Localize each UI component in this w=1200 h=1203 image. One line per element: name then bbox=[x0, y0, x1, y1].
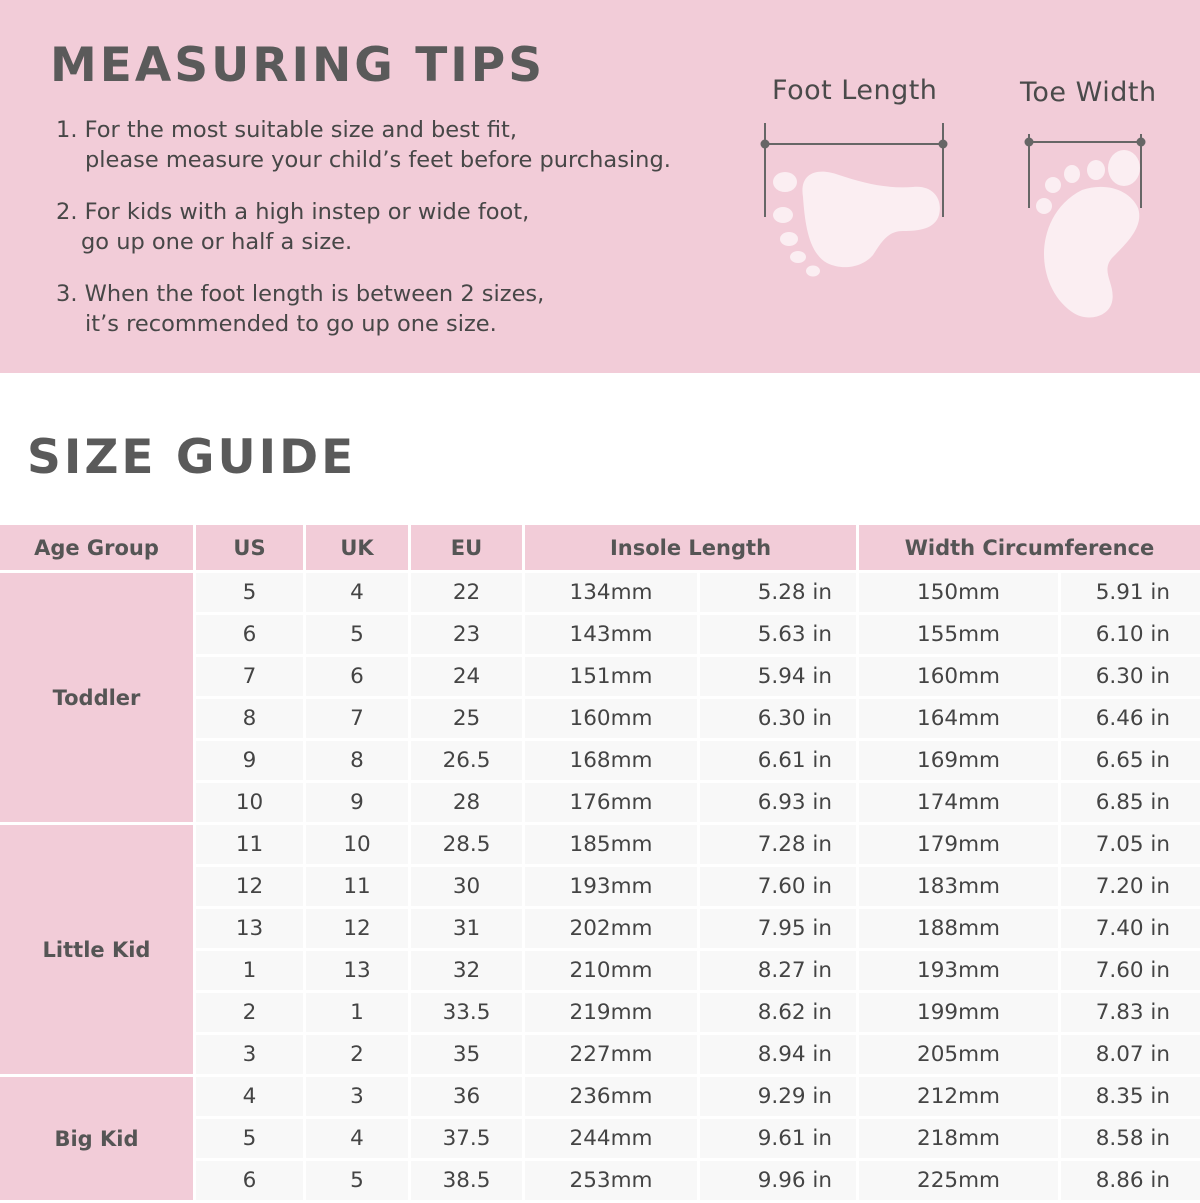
cell-insole-in: 9.61 in bbox=[700, 1119, 859, 1161]
tip-1 bbox=[56, 115, 671, 175]
side-footprint-icon bbox=[773, 172, 940, 277]
cell-uk: 8 bbox=[306, 741, 411, 783]
header-eu: EU bbox=[411, 525, 525, 573]
cell-insole-mm: 151mm bbox=[525, 657, 700, 699]
table-row bbox=[0, 825, 1200, 867]
cell-eu: 35 bbox=[411, 1035, 525, 1077]
cell-insole-in: 9.96 in bbox=[700, 1161, 859, 1203]
cell-insole-mm: 176mm bbox=[525, 783, 700, 825]
cell-eu: 26.5 bbox=[411, 741, 525, 783]
cell-width-mm: 169mm bbox=[859, 741, 1061, 783]
cell-width-mm: 193mm bbox=[859, 951, 1061, 993]
cell-us: 12 bbox=[196, 867, 306, 909]
tip-3-line-2: it’s recommended to go up one size. bbox=[85, 311, 497, 337]
cell-insole-mm: 219mm bbox=[525, 993, 700, 1035]
table-row bbox=[0, 1077, 1200, 1119]
cell-insole-mm: 185mm bbox=[525, 825, 700, 867]
cell-insole-in: 7.95 in bbox=[700, 909, 859, 951]
tip-3 bbox=[56, 279, 544, 339]
cell-width-in: 7.20 in bbox=[1061, 867, 1200, 909]
cell-eu: 31 bbox=[411, 909, 525, 951]
cell-us: 10 bbox=[196, 783, 306, 825]
cell-insole-mm: 160mm bbox=[525, 699, 700, 741]
size-guide-title: SIZE GUIDE bbox=[27, 430, 357, 485]
cell-width-in: 7.40 in bbox=[1061, 909, 1200, 951]
cell-eu: 32 bbox=[411, 951, 525, 993]
table-row bbox=[0, 573, 1200, 615]
cell-width-mm: 205mm bbox=[859, 1035, 1061, 1077]
cell-us: 7 bbox=[196, 657, 306, 699]
tip-3-line-1: 3. When the foot length is between 2 sizes, bbox=[56, 281, 545, 307]
measuring-tips-title: MEASURING TIPS bbox=[50, 38, 546, 93]
cell-insole-in: 9.29 in bbox=[700, 1077, 859, 1119]
top-footprint-icon bbox=[1036, 150, 1140, 317]
cell-width-in: 5.91 in bbox=[1061, 573, 1200, 615]
cell-us: 3 bbox=[196, 1035, 306, 1077]
cell-insole-in: 8.62 in bbox=[700, 993, 859, 1035]
cell-insole-mm: 134mm bbox=[525, 573, 700, 615]
cell-width-mm: 188mm bbox=[859, 909, 1061, 951]
table-header-row bbox=[0, 525, 1200, 573]
cell-uk: 4 bbox=[306, 1119, 411, 1161]
toe-width-illustration bbox=[1020, 128, 1150, 326]
header-width-circumference: Width Circumference bbox=[859, 525, 1200, 573]
cell-us: 6 bbox=[196, 615, 306, 657]
cell-width-in: 6.65 in bbox=[1061, 741, 1200, 783]
cell-eu: 36 bbox=[411, 1077, 525, 1119]
cell-insole-mm: 253mm bbox=[525, 1161, 700, 1203]
cell-width-in: 8.07 in bbox=[1061, 1035, 1200, 1077]
cell-insole-in: 6.93 in bbox=[700, 783, 859, 825]
cell-uk: 1 bbox=[306, 993, 411, 1035]
cell-uk: 5 bbox=[306, 1161, 411, 1203]
age-group-little-kid: Little Kid bbox=[0, 825, 196, 1077]
tip-2-line-1: 2. For kids with a high instep or wide foot, bbox=[56, 199, 530, 225]
foot-length-illustration bbox=[755, 115, 955, 285]
cell-us: 13 bbox=[196, 909, 306, 951]
foot-length-label: Foot Length bbox=[772, 75, 938, 106]
cell-us: 4 bbox=[196, 1077, 306, 1119]
size-guide-table bbox=[0, 525, 1200, 1203]
cell-eu: 33.5 bbox=[411, 993, 525, 1035]
header-us: US bbox=[196, 525, 306, 573]
cell-width-in: 6.46 in bbox=[1061, 699, 1200, 741]
cell-width-mm: 225mm bbox=[859, 1161, 1061, 1203]
cell-width-mm: 218mm bbox=[859, 1119, 1061, 1161]
cell-insole-mm: 143mm bbox=[525, 615, 700, 657]
cell-uk: 12 bbox=[306, 909, 411, 951]
cell-us: 5 bbox=[196, 573, 306, 615]
cell-insole-in: 5.94 in bbox=[700, 657, 859, 699]
cell-width-mm: 212mm bbox=[859, 1077, 1061, 1119]
cell-insole-in: 7.60 in bbox=[700, 867, 859, 909]
cell-width-in: 7.60 in bbox=[1061, 951, 1200, 993]
cell-us: 2 bbox=[196, 993, 306, 1035]
cell-insole-in: 5.63 in bbox=[700, 615, 859, 657]
cell-uk: 5 bbox=[306, 615, 411, 657]
cell-insole-mm: 244mm bbox=[525, 1119, 700, 1161]
cell-width-in: 6.30 in bbox=[1061, 657, 1200, 699]
cell-us: 9 bbox=[196, 741, 306, 783]
cell-uk: 2 bbox=[306, 1035, 411, 1077]
cell-insole-in: 5.28 in bbox=[700, 573, 859, 615]
header-age-group: Age Group bbox=[0, 525, 196, 573]
cell-width-mm: 164mm bbox=[859, 699, 1061, 741]
cell-width-in: 7.05 in bbox=[1061, 825, 1200, 867]
tip-2 bbox=[56, 197, 529, 257]
cell-width-in: 6.10 in bbox=[1061, 615, 1200, 657]
cell-width-in: 7.83 in bbox=[1061, 993, 1200, 1035]
cell-insole-mm: 236mm bbox=[525, 1077, 700, 1119]
age-group-big-kid: Big Kid bbox=[0, 1077, 196, 1203]
tip-1-line-1: 1. For the most suitable size and best fit, bbox=[56, 117, 517, 143]
cell-uk: 6 bbox=[306, 657, 411, 699]
cell-width-in: 6.85 in bbox=[1061, 783, 1200, 825]
cell-eu: 38.5 bbox=[411, 1161, 525, 1203]
toe-width-label: Toe Width bbox=[1020, 77, 1157, 108]
measuring-tips-panel bbox=[0, 0, 1200, 373]
cell-us: 6 bbox=[196, 1161, 306, 1203]
cell-eu: 30 bbox=[411, 867, 525, 909]
header-uk: UK bbox=[306, 525, 411, 573]
cell-width-mm: 160mm bbox=[859, 657, 1061, 699]
cell-eu: 25 bbox=[411, 699, 525, 741]
cell-insole-mm: 168mm bbox=[525, 741, 700, 783]
cell-width-mm: 150mm bbox=[859, 573, 1061, 615]
cell-uk: 11 bbox=[306, 867, 411, 909]
cell-eu: 23 bbox=[411, 615, 525, 657]
cell-width-mm: 183mm bbox=[859, 867, 1061, 909]
cell-width-mm: 174mm bbox=[859, 783, 1061, 825]
cell-uk: 10 bbox=[306, 825, 411, 867]
cell-width-mm: 199mm bbox=[859, 993, 1061, 1035]
cell-uk: 7 bbox=[306, 699, 411, 741]
cell-uk: 4 bbox=[306, 573, 411, 615]
cell-insole-in: 8.94 in bbox=[700, 1035, 859, 1077]
cell-us: 1 bbox=[196, 951, 306, 993]
tip-2-line-2: go up one or half a size. bbox=[81, 229, 353, 255]
cell-insole-mm: 202mm bbox=[525, 909, 700, 951]
cell-eu: 28 bbox=[411, 783, 525, 825]
cell-eu: 37.5 bbox=[411, 1119, 525, 1161]
cell-us: 8 bbox=[196, 699, 306, 741]
cell-width-mm: 179mm bbox=[859, 825, 1061, 867]
tip-1-line-2: please measure your child’s feet before purchasing. bbox=[85, 147, 671, 173]
cell-insole-mm: 210mm bbox=[525, 951, 700, 993]
cell-width-in: 8.86 in bbox=[1061, 1161, 1200, 1203]
cell-width-mm: 155mm bbox=[859, 615, 1061, 657]
cell-insole-in: 6.30 in bbox=[700, 699, 859, 741]
cell-eu: 22 bbox=[411, 573, 525, 615]
cell-insole-mm: 227mm bbox=[525, 1035, 700, 1077]
cell-width-in: 8.58 in bbox=[1061, 1119, 1200, 1161]
cell-insole-mm: 193mm bbox=[525, 867, 700, 909]
cell-eu: 24 bbox=[411, 657, 525, 699]
cell-insole-in: 6.61 in bbox=[700, 741, 859, 783]
cell-uk: 13 bbox=[306, 951, 411, 993]
cell-insole-in: 8.27 in bbox=[700, 951, 859, 993]
cell-width-in: 8.35 in bbox=[1061, 1077, 1200, 1119]
age-group-toddler: Toddler bbox=[0, 573, 196, 825]
cell-uk: 9 bbox=[306, 783, 411, 825]
cell-us: 5 bbox=[196, 1119, 306, 1161]
header-insole-length: Insole Length bbox=[525, 525, 859, 573]
cell-insole-in: 7.28 in bbox=[700, 825, 859, 867]
cell-us: 11 bbox=[196, 825, 306, 867]
cell-uk: 3 bbox=[306, 1077, 411, 1119]
cell-eu: 28.5 bbox=[411, 825, 525, 867]
